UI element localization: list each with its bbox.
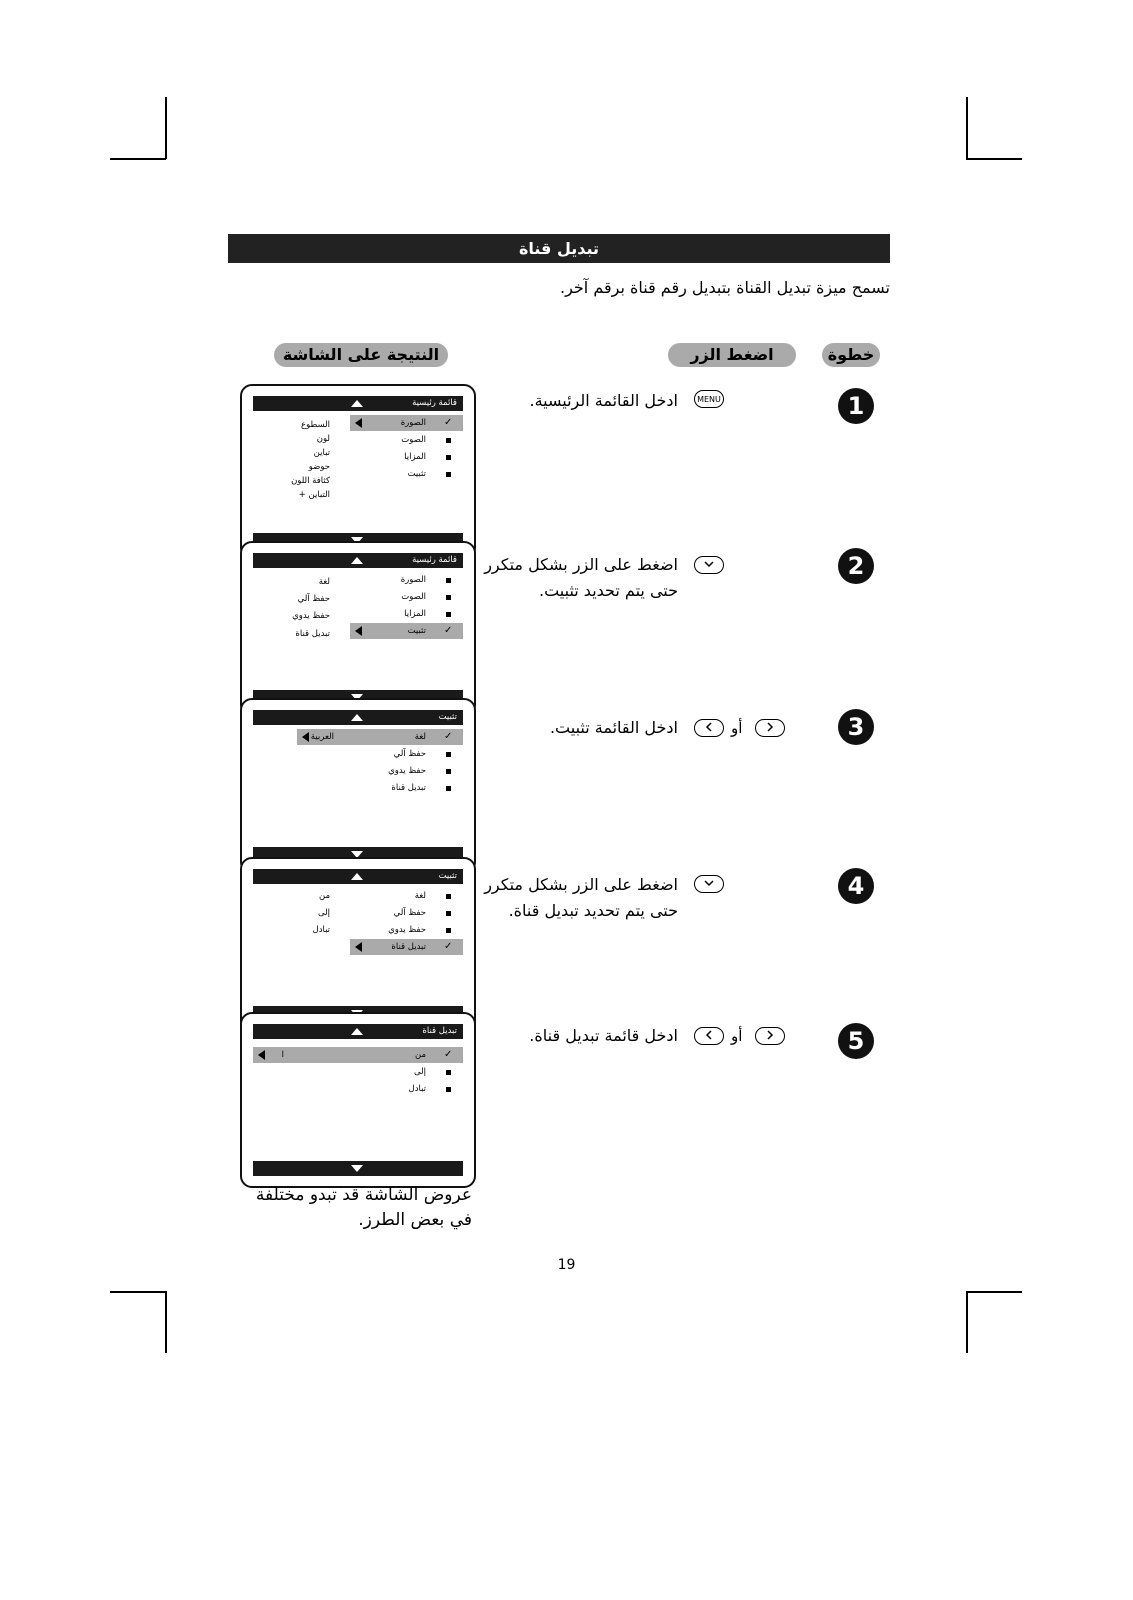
osd-item: الصورة <box>400 575 426 585</box>
header-step: خطوة <box>822 343 880 367</box>
osd-sub-item: تبديل قناة <box>295 629 330 639</box>
right-button[interactable] <box>755 719 785 737</box>
osd-sub-item: إلى <box>317 908 330 918</box>
step-number-2: 2 <box>838 548 874 584</box>
osd-header-title: قائمة رئيسية <box>412 555 457 565</box>
step-line: حتى يتم تحديد تثبيت. <box>538 581 678 600</box>
crop-mark <box>110 1291 166 1293</box>
osd-item: حفظ يدوي <box>388 925 426 935</box>
left-button[interactable] <box>694 719 724 737</box>
crop-mark <box>966 158 1022 160</box>
crop-mark <box>165 1291 167 1353</box>
left-button[interactable] <box>694 1027 724 1045</box>
osd-header-title: تبديل قناة <box>422 1026 457 1036</box>
osd-sub-item: ا <box>281 1050 284 1060</box>
osd-sub-item: حفظ يدوي <box>292 611 330 621</box>
osd-item: الصورة <box>400 418 426 428</box>
check-icon: ✓ <box>444 417 453 428</box>
page-number: 19 <box>557 1257 576 1273</box>
osd-header <box>253 553 463 568</box>
osd-sub-item: حوضو <box>308 462 330 472</box>
osd-screen-1 <box>240 384 476 560</box>
osd-sub-item: العربية <box>310 732 334 742</box>
osd-item: لغة <box>414 891 426 901</box>
step-number-4: 4 <box>838 868 874 904</box>
crop-mark <box>966 97 968 159</box>
osd-screen-4 <box>240 857 476 1033</box>
osd-screen-3 <box>240 698 476 874</box>
osd-sub-item: تبادل <box>312 925 330 935</box>
osd-header-title: تثبيت <box>438 712 457 722</box>
step-number-5: 5 <box>838 1023 874 1059</box>
osd-header <box>253 710 463 725</box>
down-button[interactable] <box>694 556 724 574</box>
header-press: اضغط الزر <box>668 343 796 367</box>
or-text: أو <box>731 1027 743 1045</box>
crop-mark <box>165 97 167 159</box>
osd-item: تثبيت <box>407 469 426 479</box>
chevron-right-icon <box>764 722 776 732</box>
osd-item: حفظ آلي <box>393 749 426 759</box>
osd-header <box>253 396 463 411</box>
osd-sub-item: السطوع <box>301 420 330 430</box>
osd-item: لغة <box>414 732 426 742</box>
osd-footer <box>253 1161 463 1176</box>
osd-header <box>253 1024 463 1039</box>
osd-screen-2 <box>240 541 476 717</box>
osd-sub-item: تباين <box>313 448 330 458</box>
chevron-left-icon <box>703 1030 715 1040</box>
osd-sub-item: لغة <box>318 577 330 587</box>
chevron-left-icon <box>703 722 715 732</box>
arrow-left-icon <box>302 732 309 742</box>
osd-item: حفظ آلي <box>393 908 426 918</box>
osd-item: تبديل قناة <box>391 783 426 793</box>
step-line: حتى يتم تحديد تبديل قناة. <box>508 901 678 920</box>
osd-screen-5 <box>240 1012 476 1188</box>
step-line: ادخل القائمة تثبيت. <box>549 718 678 737</box>
osd-sub-item: كثافة اللون <box>291 476 330 486</box>
osd-header-title: تثبيت <box>438 871 457 881</box>
check-icon: ✓ <box>444 1049 453 1060</box>
step-line: ادخل القائمة الرئيسية. <box>529 391 678 410</box>
osd-sub-item: لون <box>316 434 330 444</box>
osd-item: تثبيت <box>407 626 426 636</box>
menu-button[interactable]: MENU <box>694 390 724 408</box>
osd-sub-item: التباين + <box>298 490 330 500</box>
arrow-left-icon <box>355 418 362 428</box>
osd-item: الصوت <box>401 435 426 445</box>
chevron-right-icon <box>764 1030 776 1040</box>
arrow-left-icon <box>355 626 362 636</box>
step-line: ادخل قائمة تبديل قناة. <box>529 1026 678 1045</box>
crop-mark <box>966 1291 968 1353</box>
step-number-1: 1 <box>838 388 874 424</box>
osd-item: المزايا <box>404 452 426 462</box>
osd-item: المزايا <box>404 609 426 619</box>
page-title: تبديل قناة <box>228 234 890 263</box>
osd-item: الصوت <box>401 592 426 602</box>
step-number-3: 3 <box>838 709 874 745</box>
osd-header <box>253 869 463 884</box>
osd-item: إلى <box>413 1067 426 1077</box>
step-line: اضغط على الزر بشكل متكرر <box>484 555 678 574</box>
crop-mark <box>110 158 166 160</box>
check-icon: ✓ <box>444 731 453 742</box>
chevron-down-icon <box>703 878 715 888</box>
arrow-left-icon <box>258 1050 265 1060</box>
crop-mark <box>966 1291 1022 1293</box>
osd-header-title: قائمة رئيسية <box>412 398 457 408</box>
osd-item: تبادل <box>408 1084 426 1094</box>
down-button[interactable] <box>694 875 724 893</box>
header-result: النتيجة على الشاشة <box>274 343 448 367</box>
osd-item: من <box>414 1050 426 1060</box>
arrow-left-icon <box>355 942 362 952</box>
step-line: اضغط على الزر بشكل متكرر <box>484 875 678 894</box>
screen-note: عروض الشاشة قد تبدو مختلفة في بعض الطرز. <box>255 1185 472 1230</box>
osd-item: تبديل قناة <box>391 942 426 952</box>
check-icon: ✓ <box>444 941 453 952</box>
check-icon: ✓ <box>444 625 453 636</box>
chevron-down-icon <box>703 559 715 569</box>
right-button[interactable] <box>755 1027 785 1045</box>
osd-item: حفظ يدوي <box>388 766 426 776</box>
intro-text: تسمح ميزة تبديل القناة بتبديل رقم قناة برقم آخر. <box>559 278 890 297</box>
or-text: أو <box>731 719 743 737</box>
osd-sub-item: حفظ آلي <box>297 594 330 604</box>
osd-sub-item: من <box>318 891 330 901</box>
